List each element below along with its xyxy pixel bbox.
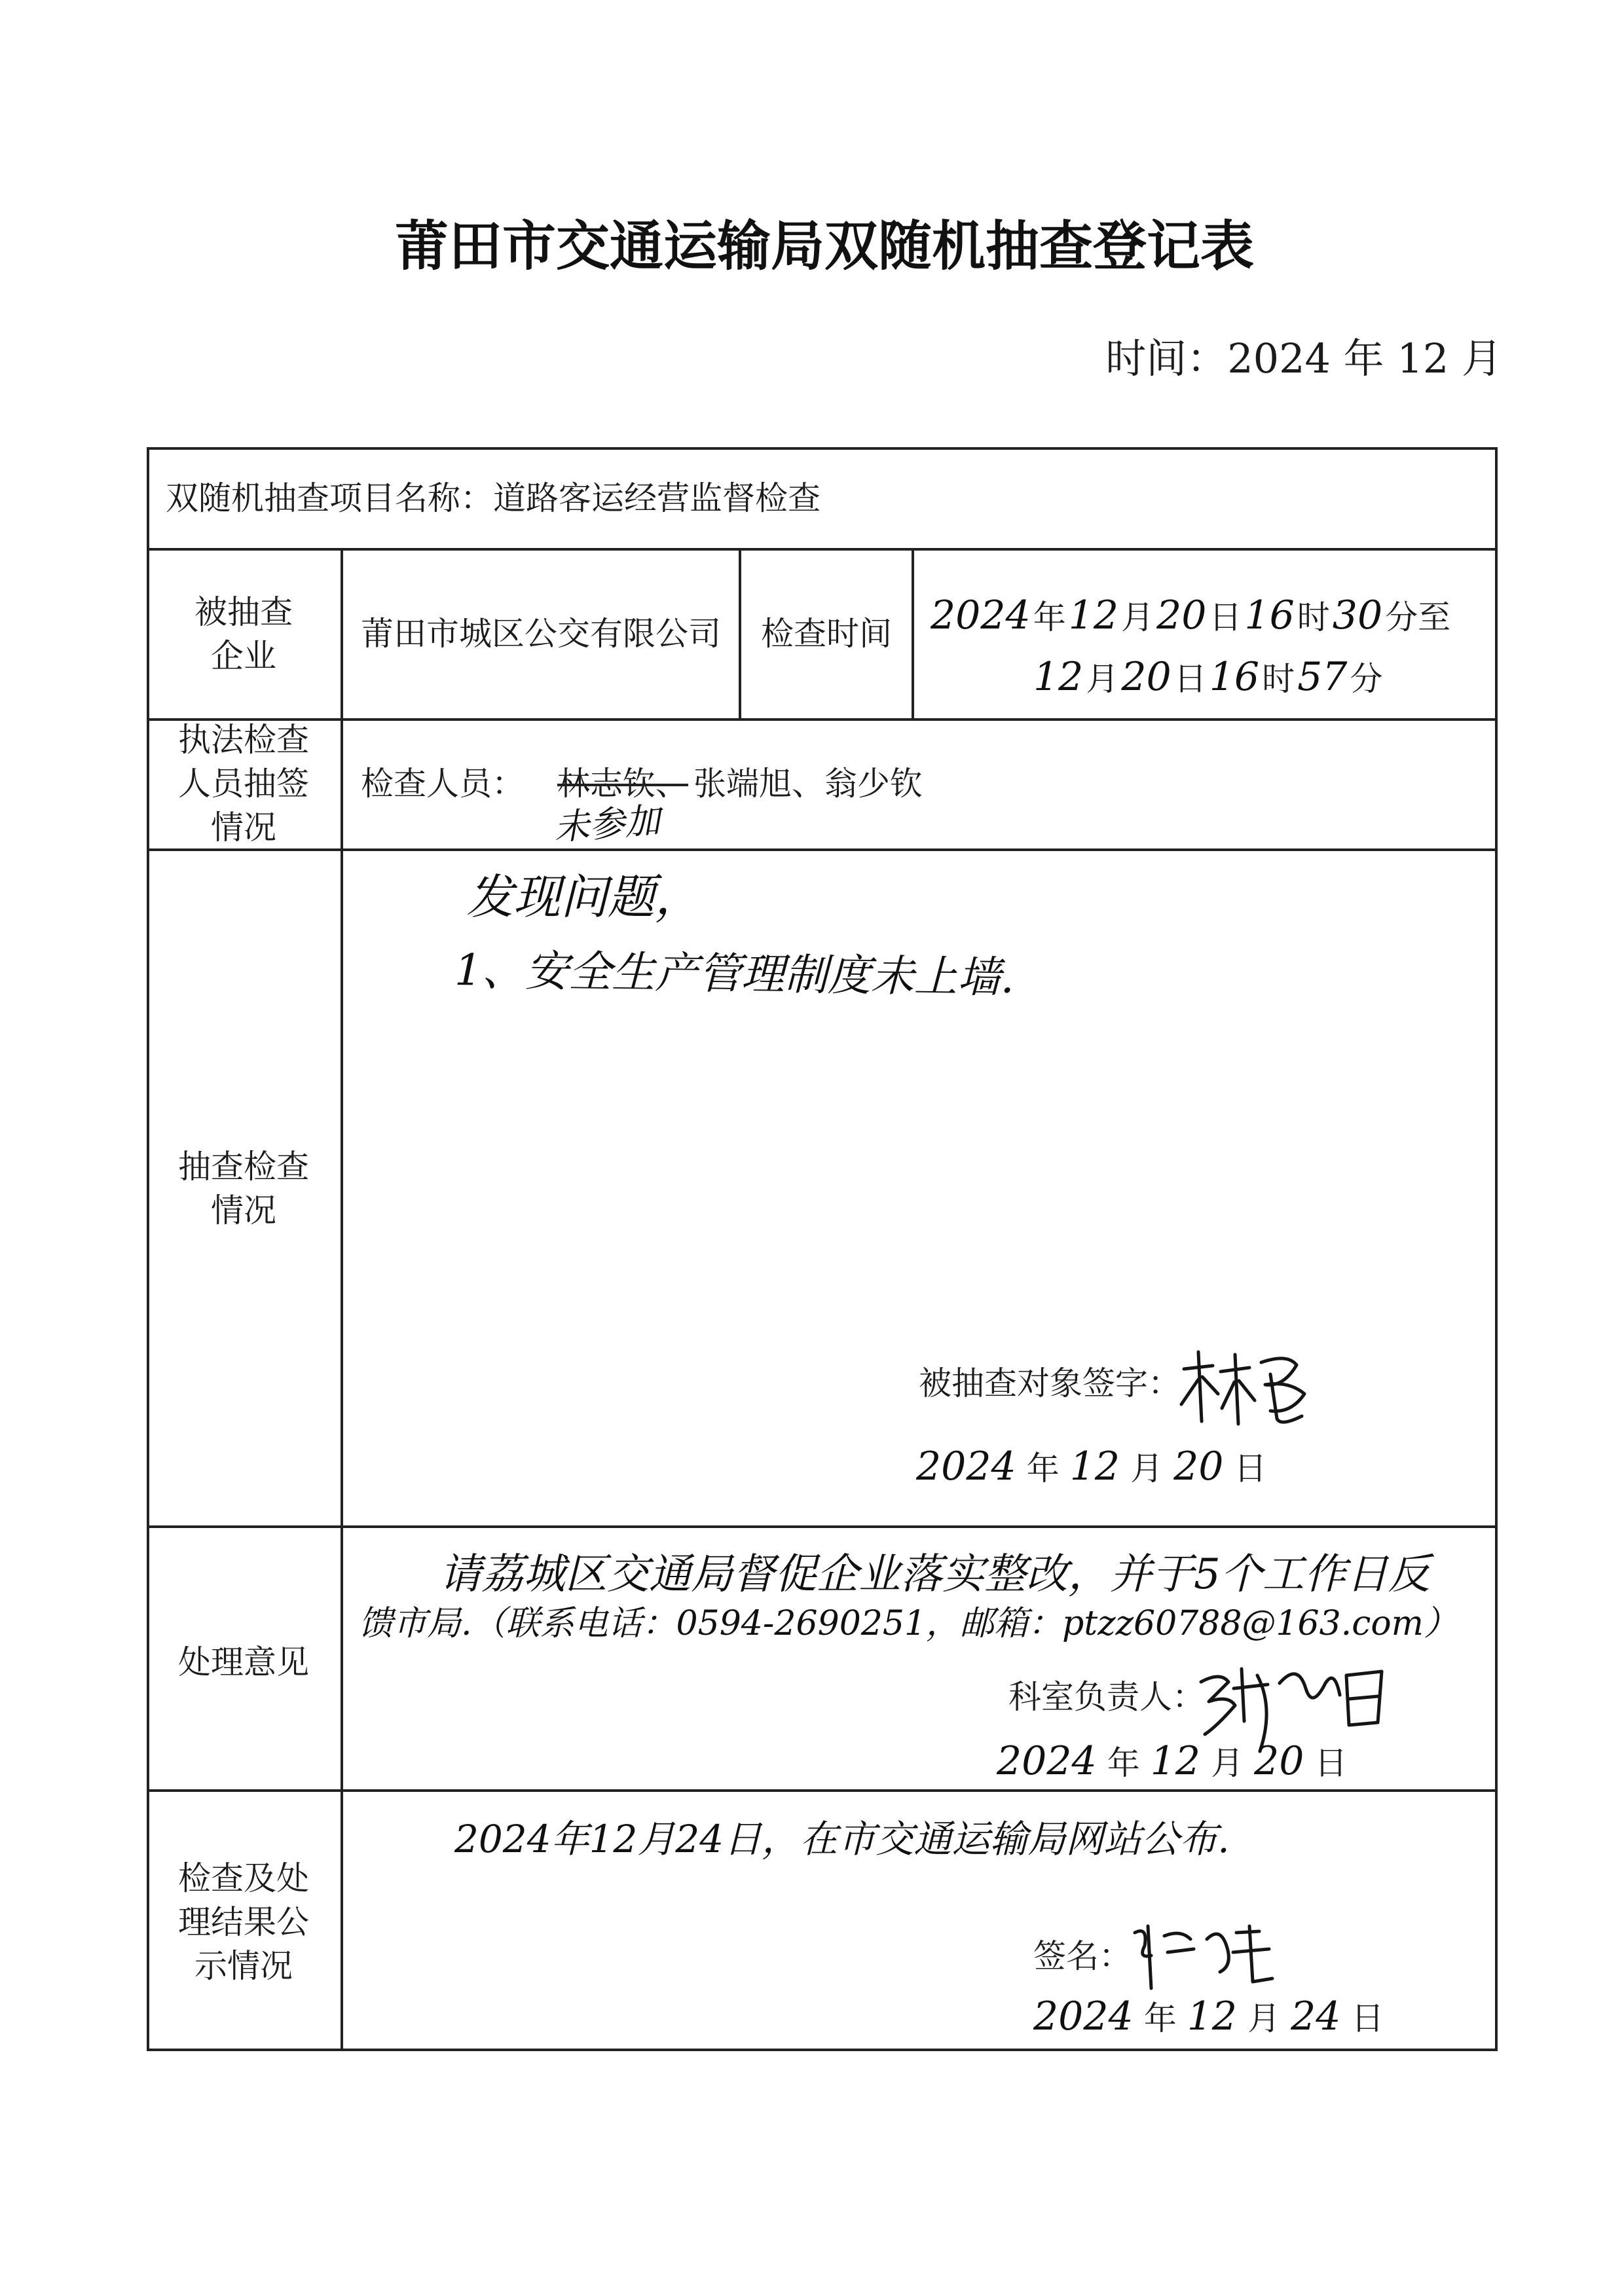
- date-year: 2024: [1033, 1994, 1134, 2039]
- table-divider: [147, 1789, 1498, 1792]
- end-month: 12: [1033, 654, 1084, 700]
- unit-hour: 时: [1297, 598, 1330, 636]
- inspectors-prefix: 检查人员：: [361, 765, 525, 803]
- project-name: 道路客运经营监督检查: [493, 479, 821, 517]
- date-year: 2024: [997, 1738, 1097, 1784]
- date-month: 12: [1069, 1444, 1120, 1489]
- unit-year: 年: [1026, 1449, 1060, 1487]
- handling-date: [997, 1735, 1347, 1789]
- label-line: 企业: [211, 637, 276, 675]
- inspected-party-signature: [1172, 1348, 1313, 1430]
- handling-opinion-line: 馈市局.（联系电话：0594-2690251，邮箱：ptzz60788@163.com）: [359, 1604, 1458, 1643]
- inspection-label: [145, 1145, 342, 1233]
- publication-label: [145, 1857, 342, 1988]
- label-line: 被抽查: [194, 593, 293, 631]
- project-label: 双随机抽查项目名称：: [166, 479, 493, 517]
- finding-heading: 发现问题，: [466, 869, 703, 924]
- end-day: 20: [1121, 654, 1172, 700]
- publication-signature: [1128, 1920, 1275, 1993]
- date-day: 20: [1173, 1444, 1224, 1489]
- unit-minute: 分: [1350, 660, 1383, 698]
- table-divider: [147, 848, 1498, 851]
- handling-label: 处理意见: [178, 1643, 309, 1681]
- project-row: [166, 477, 821, 520]
- publication-signature-label: 签名：: [1033, 1937, 1132, 1975]
- unit-day: 日: [1314, 1744, 1348, 1782]
- date-day: 20: [1254, 1738, 1304, 1784]
- inspectors-line: [361, 762, 923, 806]
- unit-month: 月: [1130, 1449, 1164, 1487]
- label-line: 检查及处: [178, 1859, 309, 1897]
- unit-hour: 时: [1262, 660, 1295, 698]
- unit-month: 月: [1211, 1744, 1244, 1782]
- finding-item: 1、安全生产管理制度未上墙.: [454, 945, 1015, 1003]
- unit-month: 月: [1121, 598, 1154, 636]
- check-time-start: [931, 589, 1450, 644]
- unit-day: 日: [1351, 1999, 1384, 2037]
- unit-day: 日: [1234, 1449, 1267, 1487]
- table-divider: [147, 718, 1498, 721]
- section-chief-label: 科室负责人：: [1008, 1678, 1205, 1716]
- table-column-divider: [912, 548, 914, 720]
- label-line: 执法检查: [178, 721, 309, 759]
- label-line: 情况: [211, 1192, 276, 1230]
- inspector-names: 张端旭、翁少钦: [693, 765, 923, 803]
- unit-to: 至: [1418, 598, 1451, 636]
- label-line: 理结果公: [178, 1903, 309, 1941]
- start-year: 2024: [931, 592, 1031, 638]
- unit-month: 月: [1247, 1999, 1281, 2037]
- inspection-date: [916, 1440, 1266, 1495]
- unit-year: 年: [1033, 598, 1066, 636]
- inspected-signature-label: 被抽查对象签字：: [919, 1364, 1181, 1402]
- enterprise-name: 莆田市城区公交有限公司: [361, 615, 721, 653]
- start-hour: 16: [1244, 592, 1295, 638]
- unit-day: 日: [1173, 660, 1207, 698]
- publication-result: 2024年12月24日，在市交通运输局网站公布.: [454, 1817, 1230, 1861]
- end-hour: 16: [1209, 654, 1260, 700]
- unit-year: 年: [1143, 1999, 1177, 2037]
- label-line: 人员抽签: [178, 765, 309, 803]
- date-year: 2024: [916, 1444, 1016, 1489]
- label-line: 抽查检查: [178, 1148, 309, 1186]
- check-time-label: 检查时间: [761, 615, 892, 653]
- inspector-struck: 林志钦、: [557, 765, 688, 803]
- end-minute: 57: [1297, 654, 1348, 700]
- date-day: 24: [1291, 1994, 1341, 2039]
- handling-opinion-line: 请荔城区交通局督促企业落实整改，并于5个工作日反: [439, 1550, 1430, 1599]
- enterprise-label: [145, 591, 342, 678]
- start-day: 20: [1156, 592, 1207, 638]
- label-line: 示情况: [194, 1947, 293, 1985]
- unit-day: 日: [1209, 598, 1242, 636]
- date-month: 12: [1187, 1994, 1238, 2039]
- start-month: 12: [1068, 592, 1119, 638]
- inspector-note: 未参加: [552, 799, 661, 848]
- document-time: 时间：2024 年 12 月: [1105, 335, 1502, 382]
- document-title: 莆田市交通运输局双随机抽查登记表: [394, 215, 1254, 278]
- unit-year: 年: [1107, 1744, 1140, 1782]
- start-minute: 30: [1332, 592, 1383, 638]
- table-divider: [147, 548, 1498, 551]
- check-time-end: [1033, 651, 1382, 705]
- unit-month: 月: [1086, 660, 1119, 698]
- table-divider: [147, 1525, 1498, 1528]
- label-line: 情况: [211, 809, 276, 847]
- inspectors-label: [145, 718, 342, 850]
- publication-date: [1033, 1990, 1384, 2045]
- unit-minute: 分: [1385, 598, 1418, 636]
- date-month: 12: [1150, 1738, 1201, 1784]
